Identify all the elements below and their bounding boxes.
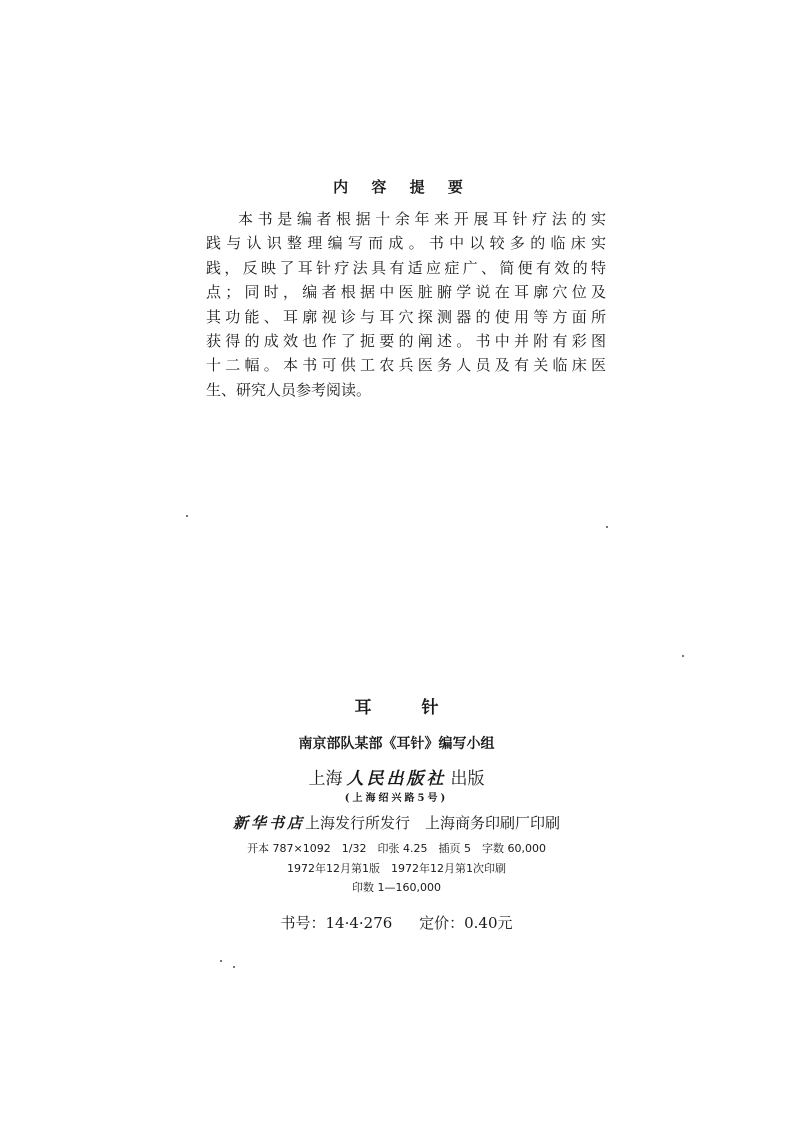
price-line bbox=[0, 912, 793, 933]
summary-line: 本书是编者根据十余年来开展耳针疗法的实 bbox=[238, 210, 606, 228]
distribution-line bbox=[0, 812, 793, 833]
scan-speck bbox=[220, 960, 222, 962]
format-spec: 开本 787×1092 1/32 印张 4.25 插页 5 字数 60,000 bbox=[247, 842, 546, 855]
publisher-prefix: 上海 bbox=[308, 769, 343, 789]
summary-line: 践与认识整理编写而成。书中以较多的临床实 bbox=[206, 234, 606, 253]
price: 定价：0.40元 bbox=[419, 914, 513, 932]
summary-line: 获得的成效也作了扼要的阐述。书中并附有彩图 bbox=[206, 331, 606, 350]
publisher-suffix: 出版 bbox=[450, 769, 485, 789]
book-number: 书号：14·4·276 bbox=[280, 914, 393, 932]
publisher-press: 人民出版社 bbox=[346, 769, 447, 789]
scan-speck bbox=[606, 526, 608, 528]
summary-line: 生、研究人员参考阅读。 bbox=[206, 380, 372, 399]
distributor-brand: 新华书店 bbox=[232, 814, 305, 832]
publisher-line bbox=[0, 764, 793, 789]
summary-line: 其功能、耳廓视诊与耳穴探测器的使用等方面所 bbox=[206, 307, 606, 326]
summary-title: 内 容 提 要 bbox=[333, 178, 472, 196]
scan-speck bbox=[186, 515, 188, 517]
author-line: 南京部队某部《耳针》编写小组 bbox=[298, 736, 495, 752]
summary-line: 十二幅。本书可供工农兵医务人员及有关临床医 bbox=[206, 356, 606, 375]
scan-speck bbox=[233, 966, 235, 968]
scan-speck bbox=[682, 655, 684, 657]
book-title: 耳 针 bbox=[354, 698, 439, 718]
summary-body bbox=[206, 207, 606, 402]
print-run: 印数 1—160,000 bbox=[352, 881, 441, 894]
distributor-rest: 上海发行所发行 上海商务印刷厂印刷 bbox=[305, 814, 561, 832]
edition-info: 1972年12月第1版 1972年12月第1次印刷 bbox=[287, 862, 506, 875]
summary-line: 点；同时，编者根据中医脏腑学说在耳廓穴位及 bbox=[206, 283, 606, 302]
summary-line: 践，反映了耳针疗法具有适应症广、简便有效的特 bbox=[206, 258, 606, 277]
publisher-address: (上海绍兴路5号) bbox=[344, 793, 449, 804]
